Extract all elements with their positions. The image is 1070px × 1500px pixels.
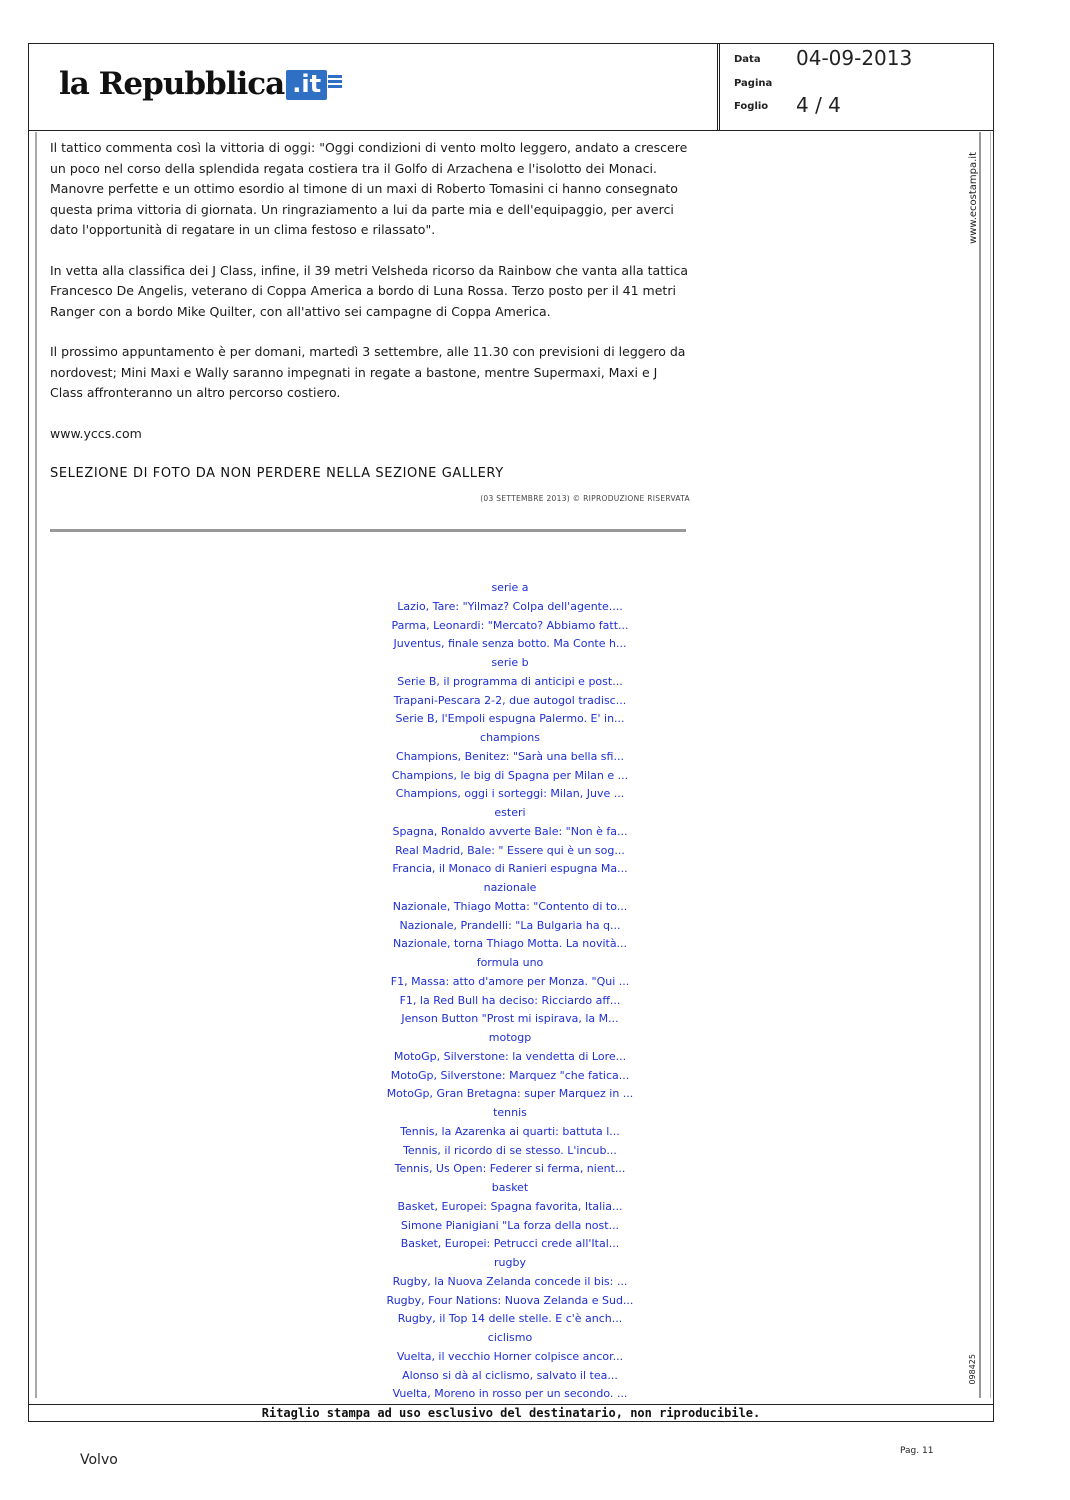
related-link[interactable]: Champions, Benitez: "Sarà una bella sfi... [396,749,624,763]
related-link[interactable]: Tennis, il ricordo di se stesso. L'incub... [403,1143,617,1157]
clipping-notice: Ritaglio stampa ad uso esclusivo del destinatario, non riproducibile. [28,1404,994,1422]
link-category[interactable]: ciclismo [487,1331,533,1344]
related-link[interactable]: Parma, Leonardi: "Mercato? Abbiamo fatt... [391,618,629,632]
right-scan-border [979,132,991,1398]
article-paragraph: In vetta alla classifica dei J Class, infine, il 39 metri Velsheda ricorso da Rainbow che vanta alla tattica Francesco De Angelis, veterano di Coppa America a bordo di Luna Rossa. Terzo posto per il 41 metri Ranger con a bordo Mike Quilter, con all'attivo sei campagne di Coppa America. [50,262,689,319]
related-link[interactable]: Simone Pianigiani "La forza della nost... [400,1218,620,1232]
related-link[interactable]: Vuelta, Moreno in rosso per un secondo. ... [392,1387,628,1401]
logo-suffix: .it [286,70,327,100]
related-link[interactable]: Serie B, il programma di anticipi e post... [397,674,623,688]
link-category[interactable]: rugby [494,1256,526,1269]
link-category[interactable]: nazionale [483,881,537,894]
article-paragraph: Il prossimo appuntamento è per domani, martedì 3 settembre, alle 11.30 con previsioni di leggero da nordovest; Mini Maxi e Wally saranno impegnati in regate a bastone, mentre Supermaxi, Maxi e J Class affronteranno un altro percorso costiero. [50,344,686,400]
article-paragraph: Il tattico commenta così la vittoria di oggi: "Oggi condizioni di vento molto leggero, andato a crescere un poco nel corso della splendida regata costiera tra il Golfo di Arzachena e l'isolotto dei Monaci. Manovre perfette e un ottimo esordio al timone di un maxi di Roberto Tomasini ci hanno consegnato questa prima vittoria di giornata. Un ringraziamento a lui da parte mia e dell'equipaggio, per averci dato l'opportunità di regatare in un clima festoso e rilassato". [50,140,688,237]
logo-box [29,44,718,130]
clipping-code: 098425 [968,1354,977,1385]
foglio-value: 4 / 4 [796,93,841,117]
link-category[interactable]: champions [480,731,540,744]
related-link[interactable]: Vuelta, il vecchio Horner colpisce ancor... [396,1349,624,1363]
related-link[interactable]: Serie B, l'Empoli espugna Palermo. E' in... [395,712,625,726]
article-website: www.yccs.com [50,425,142,441]
article-divider [50,529,686,532]
logo-text: la Repubblica [59,66,285,102]
link-category[interactable]: formula uno [476,956,544,969]
related-link[interactable]: Tennis, la Azarenka ai quarti: battuta l... [400,1124,620,1138]
data-label: Data [734,54,761,65]
related-link[interactable]: Alonso si dà al ciclismo, salvato il tea... [402,1368,618,1382]
foglio-label: Foglio [734,101,769,112]
related-link[interactable]: Tennis, Us Open: Federer si ferma, nient... [394,1162,626,1176]
related-link[interactable]: F1, Massa: atto d'amore per Monza. "Qui ... [390,974,630,988]
related-link[interactable]: Real Madrid, Bale: " Essere qui è un sog... [395,843,625,857]
related-link[interactable]: F1, la Red Bull ha deciso: Ricciardo aff... [399,993,621,1007]
logo-bars-icon [328,73,342,90]
gallery-heading: SELEZIONE DI FOTO DA NON PERDERE NELLA SEZIONE GALLERY [50,466,504,481]
link-category[interactable]: tennis [493,1106,527,1119]
metadata-box [719,44,994,130]
related-link[interactable]: Nazionale, Thiago Motta: "Contento di to... [392,899,628,913]
related-link[interactable]: Champions, le big di Spagna per Milan e ... [391,768,629,782]
link-category[interactable]: basket [491,1181,529,1194]
data-value: 04-09-2013 [796,46,913,70]
related-link[interactable]: Rugby, la Nuova Zelanda concede il bis: ... [392,1274,628,1288]
repubblica-logo [59,66,342,102]
related-links-list [300,579,720,1404]
copyright-notice: (03 SETTEMBRE 2013) © RIPRODUZIONE RISERVATA [480,493,690,503]
related-link[interactable]: Juventus, finale senza botto. Ma Conte h... [393,637,627,651]
related-link[interactable]: Basket, Europei: Petrucci crede all'Ital... [400,1237,620,1251]
article-body [50,138,690,509]
related-link[interactable]: Jenson Button "Prost mi ispirava, la M... [401,1012,619,1026]
related-link[interactable]: Nazionale, Prandelli: "La Bulgaria ha q... [399,918,621,932]
related-link[interactable]: Basket, Europei: Spagna favorita, Italia... [397,1199,623,1213]
related-link[interactable]: Francia, il Monaco di Ranieri espugna Ma... [392,862,628,876]
link-category[interactable]: serie a [491,581,529,594]
link-category[interactable]: esteri [494,806,526,819]
advertiser-name: Volvo [80,1452,118,1468]
ecostampa-url: www.ecostampa.it [968,152,979,244]
related-link[interactable]: Trapani-Pescara 2-2, due autogol tradisc... [393,693,627,707]
page-number: Pag. 11 [900,1446,934,1456]
related-link[interactable]: Rugby, il Top 14 delle stelle. E c'è anch... [397,1312,623,1326]
pagina-label: Pagina [734,78,773,89]
related-link[interactable]: Lazio, Tare: "Yilmaz? Colpa dell'agente.... [397,599,623,613]
related-link[interactable]: MotoGp, Silverstone: Marquez "che fatica... [390,1068,630,1082]
related-link[interactable]: Champions, oggi i sorteggi: Milan, Juve ... [395,787,625,801]
related-link[interactable]: MotoGp, Silverstone: la vendetta di Lore... [393,1049,627,1063]
link-category[interactable]: motogp [488,1031,532,1044]
related-link[interactable]: Rugby, Four Nations: Nuova Zelanda e Sud... [386,1293,634,1307]
link-category[interactable]: serie b [491,656,529,669]
header-row [29,44,993,131]
left-scan-border [35,132,39,1398]
related-link[interactable]: MotoGp, Gran Bretagna: super Marquez in ... [386,1087,634,1101]
related-link[interactable]: Spagna, Ronaldo avverte Bale: "Non è fa... [392,824,628,838]
related-link[interactable]: Nazionale, torna Thiago Motta. La novità... [392,937,628,951]
